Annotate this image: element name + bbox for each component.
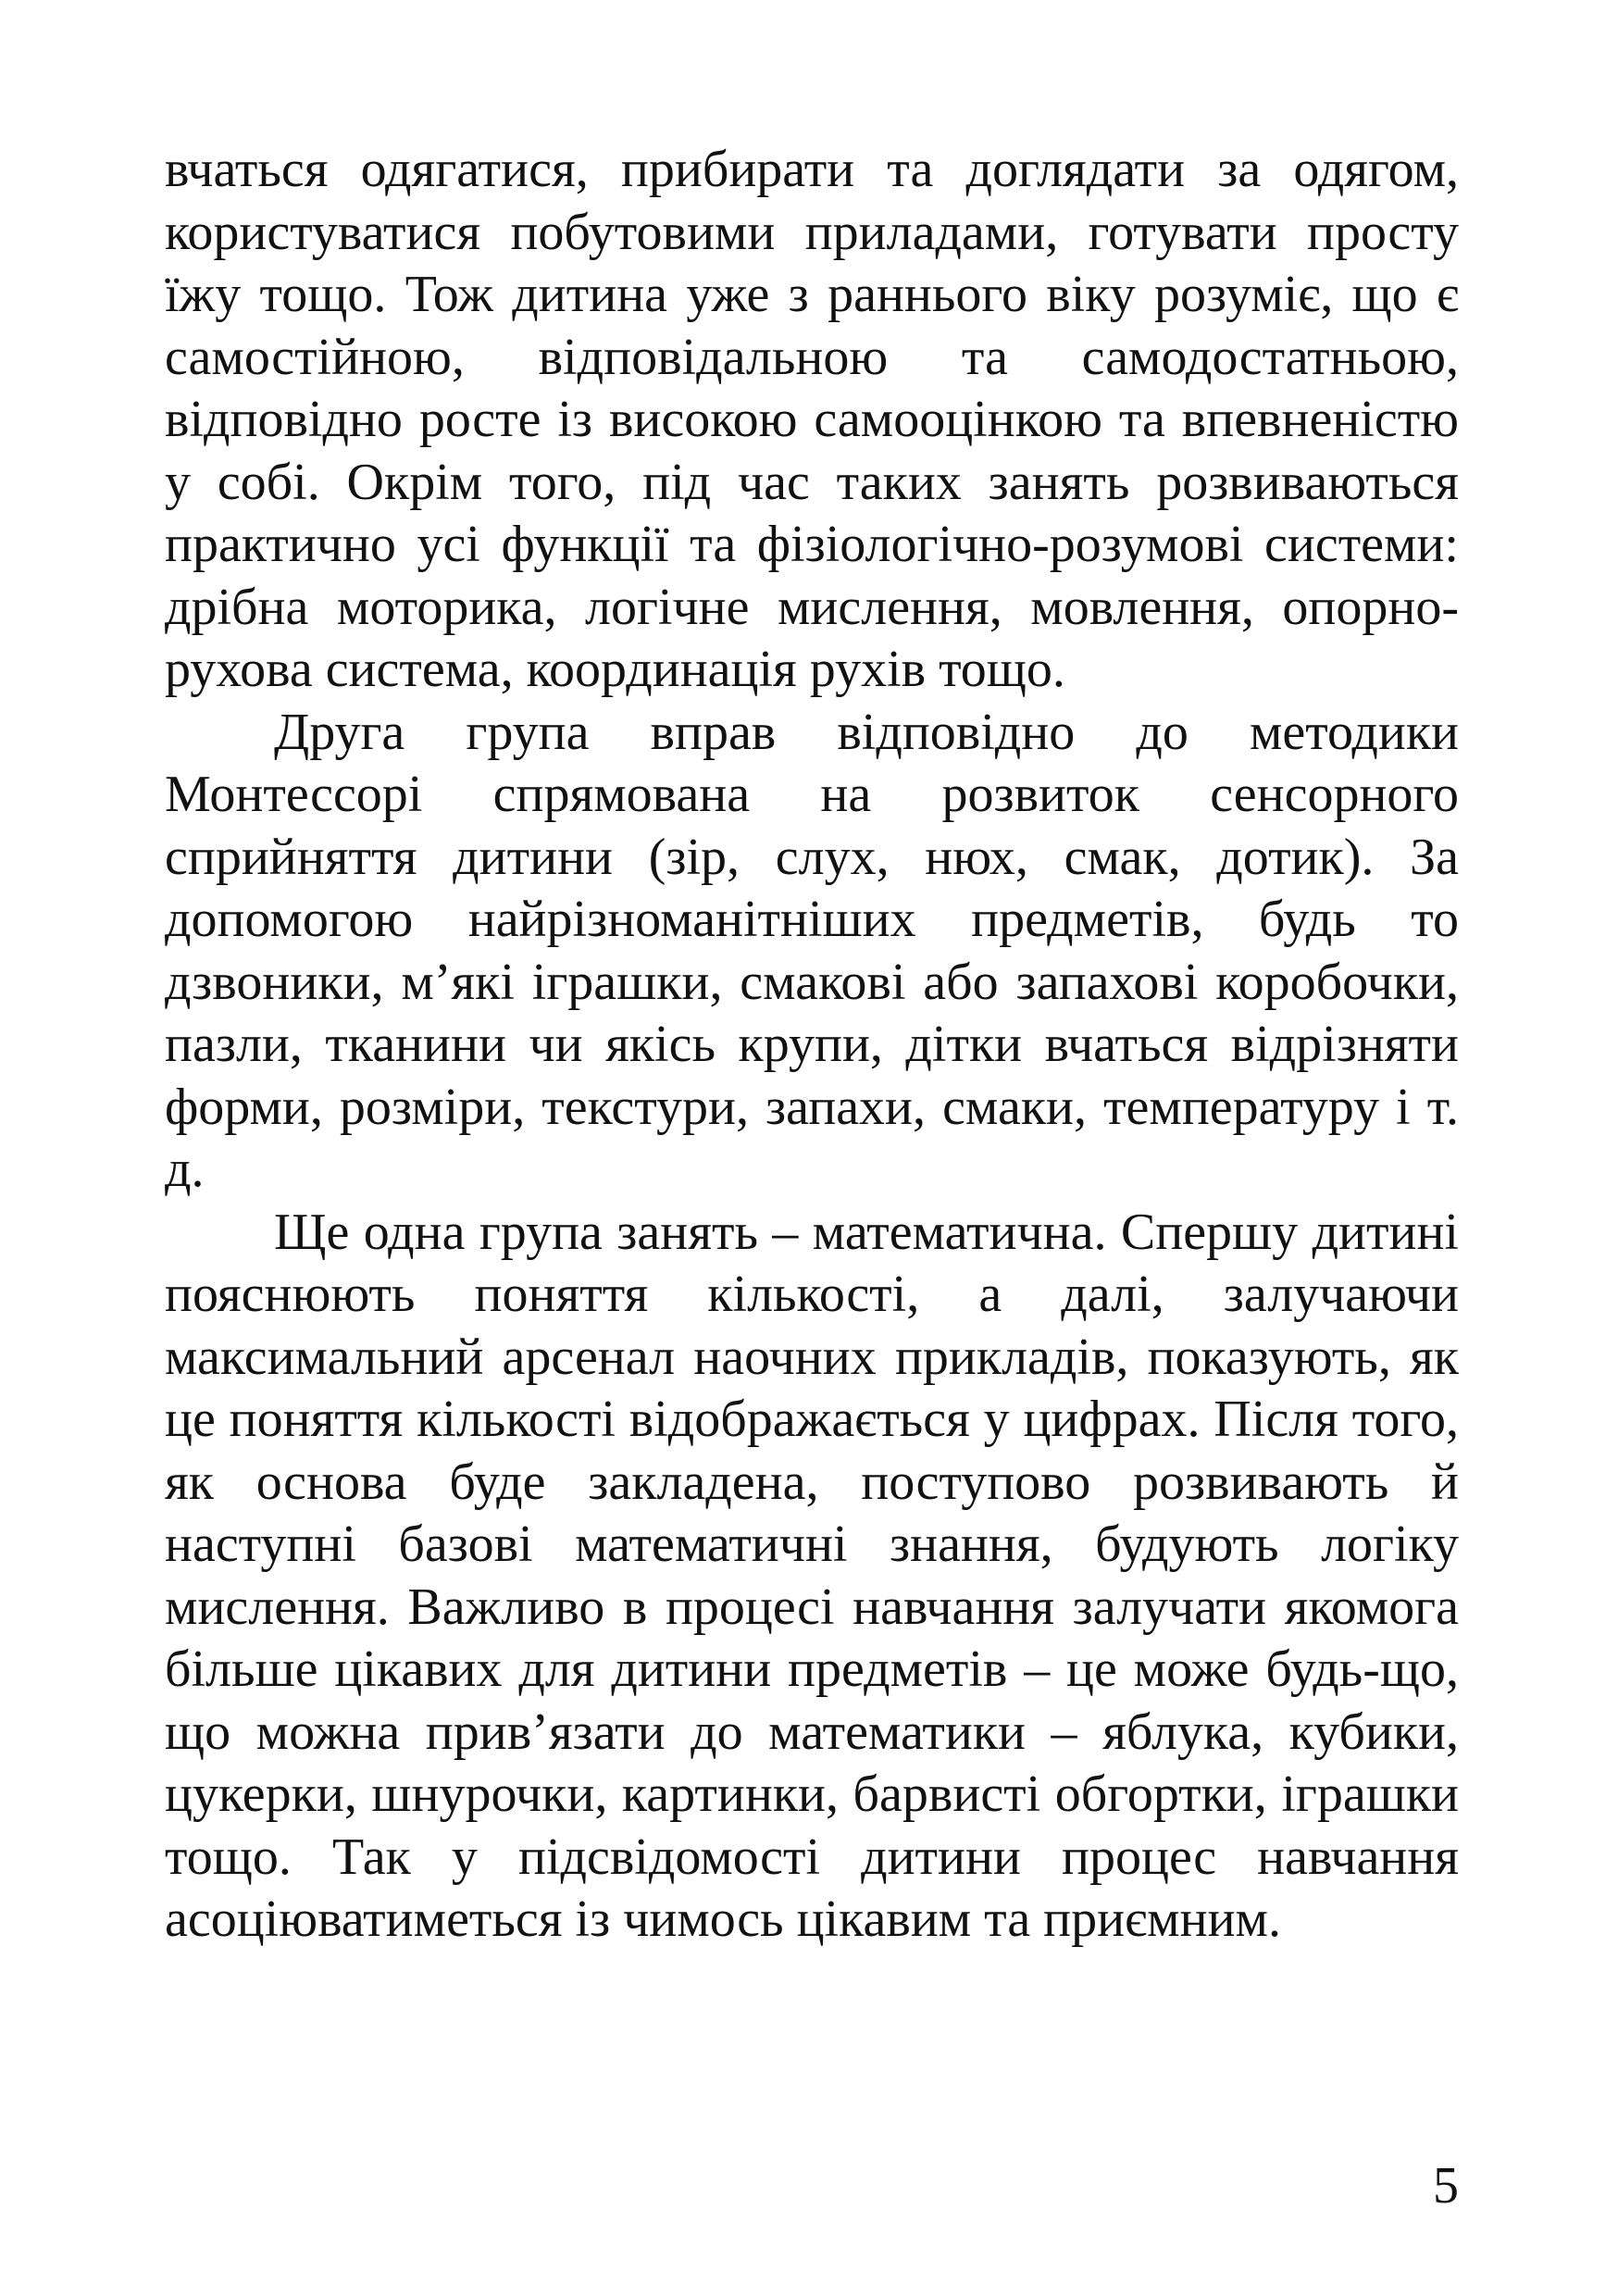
paragraph-2: Друга група вправ відповідно до методики Монтессорі спрямована на розвиток сенсорного сприйняття дитини (зір, слух, нюх, смак, дотик). За допомогою найрізноманітніших предметів, будь то дзвоники, м’які іграшки, смакові або запахові коробочки, пазли, тканини чи якісь крупи, дітки вчаться відрізняти форми, розміри, текстури, запахи, смаки, температуру і т. д. <box>165 703 1459 1198</box>
page-number: 5 <box>1433 2157 1459 2215</box>
body-text <box>165 139 1459 1952</box>
paragraph-3: Ще одна група занять – математична. Спершу дитині пояснюють поняття кількості, а далі, залучаючи максимальний арсенал наочних прикладів, показують, як це поняття кількості відображається у цифрах. Після того, як основа буде закладена, поступово розвивають й наступні базові математичні знання, будують логіку мислення. Важливо в процесі навчання залучати якомога більше цікавих для дитини предметів – це може будь-що, що можна прив’язати до математики – яблука, кубики, цукерки, шнурочки, картинки, барвисті обгортки, іграшки тощо. Так у підсвідомості дитини процес навчання асоціюватиметься із чимось цікавим та приємним. <box>165 1203 1459 1948</box>
paragraph-1: вчаться одягатися, прибирати та доглядати за одягом, користуватися побутовими приладами, готувати просту їжу тощо. Тож дитина уже з раннього віку розуміє, що є самостійною, відповідальною та самодостатньою, відповідно росте із високою самооцінкою та впевненістю у собі. Окрім того, під час таких занять розвиваються практично усі функції та фізіологічно-розумові системи: дрібна моторика, логічне мислення, мовлення, опорно-рухова система, координація рухів тощо. <box>165 141 1459 698</box>
